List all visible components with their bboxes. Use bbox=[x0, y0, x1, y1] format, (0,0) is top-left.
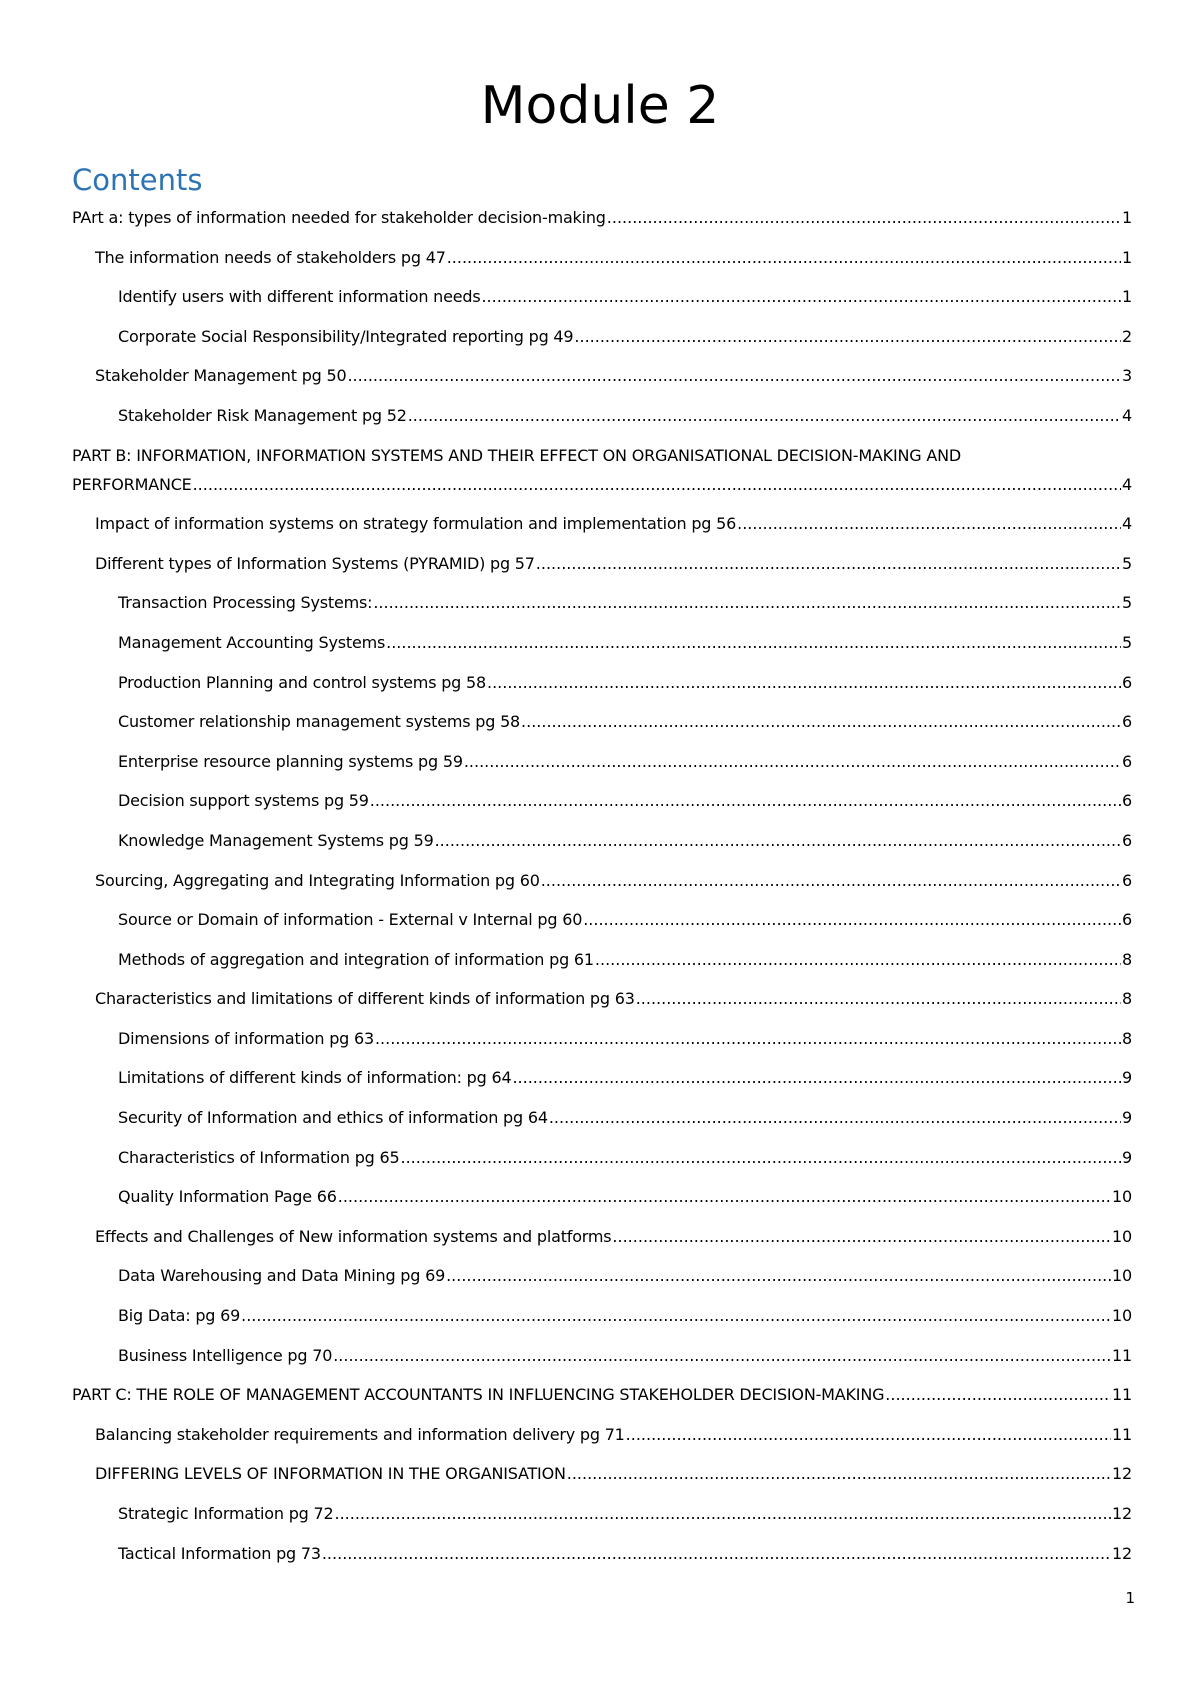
dot-leader bbox=[435, 826, 1121, 855]
dot-leader bbox=[386, 628, 1121, 657]
toc-entry-label: Characteristics and limitations of different kinds of information pg 63 bbox=[95, 989, 635, 1009]
dot-leader bbox=[370, 786, 1121, 815]
toc-entry-page-number: 3 bbox=[1122, 366, 1132, 386]
toc-entry[interactable] bbox=[72, 1459, 1132, 1488]
toc-entry[interactable] bbox=[72, 203, 1132, 232]
toc-entry-page-number: 10 bbox=[1112, 1187, 1132, 1207]
toc-entry[interactable] bbox=[72, 984, 1132, 1013]
dot-leader bbox=[241, 1301, 1111, 1330]
toc-entry[interactable] bbox=[72, 1182, 1132, 1211]
toc-entry[interactable] bbox=[72, 243, 1132, 272]
dot-leader bbox=[574, 322, 1121, 351]
toc-entry-label: Balancing stakeholder requirements and information delivery pg 71 bbox=[95, 1424, 625, 1444]
toc-entry[interactable] bbox=[72, 441, 1132, 499]
toc-entry-label: Production Planning and control systems pg 58 bbox=[118, 672, 486, 692]
toc-entry-label: Limitations of different kinds of information: pg 64 bbox=[118, 1068, 512, 1088]
dot-leader bbox=[607, 203, 1121, 232]
toc-entry[interactable] bbox=[72, 588, 1132, 617]
dot-leader bbox=[487, 668, 1121, 697]
contents-heading: Contents bbox=[72, 163, 203, 197]
toc-entry[interactable] bbox=[72, 945, 1132, 974]
toc-entry-page-number: 9 bbox=[1122, 1108, 1132, 1128]
toc-entry[interactable] bbox=[72, 866, 1132, 895]
toc-entry-label: Source or Domain of information - External v Internal pg 60 bbox=[118, 910, 583, 930]
dot-leader bbox=[567, 1459, 1111, 1488]
dot-leader bbox=[446, 1261, 1111, 1290]
toc-entry-label: Impact of information systems on strategy formulation and implementation pg 56 bbox=[95, 514, 737, 534]
toc-entry-label: Knowledge Management Systems pg 59 bbox=[118, 830, 434, 850]
toc-entry-page-number: 4 bbox=[1122, 514, 1132, 534]
dot-leader bbox=[334, 1499, 1111, 1528]
toc-entry-page-number: 11 bbox=[1112, 1424, 1132, 1444]
toc-entry[interactable] bbox=[72, 509, 1132, 538]
toc-entry-label: Big Data: pg 69 bbox=[118, 1306, 241, 1326]
toc-entry[interactable] bbox=[72, 668, 1132, 697]
dot-leader bbox=[737, 509, 1121, 538]
page-title: Module 2 bbox=[480, 76, 720, 136]
toc-entry-page-number: 10 bbox=[1112, 1226, 1132, 1246]
dot-leader bbox=[549, 1103, 1121, 1132]
toc-entry[interactable] bbox=[72, 826, 1132, 855]
toc-entry-page-number: 2 bbox=[1122, 326, 1132, 346]
dot-leader bbox=[583, 905, 1121, 934]
toc-entry-label: Decision support systems pg 59 bbox=[118, 791, 369, 811]
toc-entry[interactable] bbox=[72, 628, 1132, 657]
toc-entry-page-number: 6 bbox=[1122, 870, 1132, 890]
toc-entry-page-number: 9 bbox=[1122, 1068, 1132, 1088]
toc-entry[interactable] bbox=[72, 1063, 1132, 1092]
toc-entry[interactable] bbox=[72, 361, 1132, 390]
dot-leader bbox=[521, 707, 1121, 736]
toc-entry[interactable] bbox=[72, 282, 1132, 311]
toc-entry-page-number: 10 bbox=[1112, 1306, 1132, 1326]
toc-entry-label: DIFFERING LEVELS OF INFORMATION IN THE ORGANISATION bbox=[95, 1464, 566, 1484]
toc-entry[interactable] bbox=[72, 1380, 1132, 1409]
toc-entry[interactable] bbox=[72, 747, 1132, 776]
toc-entry-label: Methods of aggregation and integration of information pg 61 bbox=[118, 949, 594, 969]
toc-entry-label: Enterprise resource planning systems pg 59 bbox=[118, 751, 463, 771]
toc-entry-page-number: 11 bbox=[1112, 1385, 1132, 1405]
dot-leader bbox=[447, 243, 1121, 272]
toc-entry-label: Transaction Processing Systems: bbox=[118, 593, 373, 613]
dot-leader bbox=[464, 747, 1121, 776]
toc-entry-page-number: 4 bbox=[1122, 405, 1132, 425]
toc-entry[interactable] bbox=[72, 786, 1132, 815]
dot-leader bbox=[333, 1341, 1111, 1370]
toc-entry-label: Characteristics of Information pg 65 bbox=[118, 1147, 400, 1167]
toc-entry-page-number: 6 bbox=[1122, 830, 1132, 850]
dot-leader bbox=[193, 470, 1121, 499]
toc-entry-page-number: 12 bbox=[1112, 1504, 1132, 1523]
toc-entry-page-number: 6 bbox=[1122, 712, 1132, 732]
toc-entry-page-number: 8 bbox=[1122, 989, 1132, 1009]
dot-leader bbox=[322, 1539, 1111, 1568]
dot-leader bbox=[626, 1420, 1111, 1449]
toc-entry-page-number: 8 bbox=[1122, 1028, 1132, 1048]
toc-entry[interactable] bbox=[72, 401, 1132, 430]
dot-leader bbox=[595, 945, 1121, 974]
toc-entry-page-number: 12 bbox=[1112, 1464, 1132, 1484]
toc-entry-label: The information needs of stakeholders pg 47 bbox=[95, 247, 446, 267]
toc-entry[interactable] bbox=[72, 549, 1132, 578]
toc-entry[interactable] bbox=[72, 1024, 1132, 1053]
toc-entry-page-number: 11 bbox=[1112, 1345, 1132, 1365]
toc-entry-page-number: 12 bbox=[1112, 1543, 1132, 1563]
dot-leader bbox=[612, 1222, 1111, 1251]
toc-entry-label: Business Intelligence pg 70 bbox=[118, 1345, 333, 1365]
dot-leader bbox=[373, 588, 1121, 617]
toc-entry-label: Corporate Social Responsibility/Integrated reporting pg 49 bbox=[118, 326, 574, 346]
toc-entry[interactable] bbox=[72, 1103, 1132, 1132]
toc-entry-page-number: 6 bbox=[1122, 791, 1132, 811]
toc-entry-page-number: 10 bbox=[1112, 1266, 1132, 1286]
dot-leader bbox=[347, 361, 1121, 390]
toc-entry-page-number: 1 bbox=[1122, 208, 1132, 227]
toc-entry[interactable] bbox=[72, 1143, 1132, 1172]
toc-entry[interactable] bbox=[72, 1222, 1132, 1251]
toc-entry[interactable] bbox=[72, 1341, 1132, 1370]
dot-leader bbox=[481, 282, 1121, 311]
toc-entry[interactable] bbox=[72, 322, 1132, 351]
toc-entry-label: Dimensions of information pg 63 bbox=[118, 1028, 374, 1048]
toc-entry-page-number: 8 bbox=[1122, 949, 1132, 969]
toc-entry[interactable] bbox=[72, 1261, 1132, 1290]
toc-entry-label: PERFORMANCE bbox=[72, 474, 192, 494]
dot-leader bbox=[512, 1063, 1121, 1092]
table-of-contents bbox=[72, 203, 1132, 1578]
toc-entry-label: Stakeholder Risk Management pg 52 bbox=[118, 405, 407, 425]
toc-entry-label: Customer relationship management systems pg 58 bbox=[118, 712, 521, 732]
toc-entry-page-number: 6 bbox=[1122, 751, 1132, 771]
toc-entry-label: Security of Information and ethics of information pg 64 bbox=[118, 1108, 548, 1128]
toc-entry-label: Tactical Information pg 73 bbox=[118, 1543, 321, 1563]
toc-entry-label: Quality Information Page 66 bbox=[118, 1187, 337, 1207]
toc-entry[interactable] bbox=[72, 1420, 1132, 1449]
toc-entry-label: Effects and Challenges of New information systems and platforms bbox=[95, 1226, 612, 1246]
toc-entry-label: Strategic Information pg 72 bbox=[118, 1504, 334, 1523]
toc-entry-page-number: 6 bbox=[1122, 672, 1132, 692]
dot-leader bbox=[400, 1143, 1121, 1172]
dot-leader bbox=[636, 984, 1121, 1013]
toc-entry[interactable] bbox=[72, 1301, 1132, 1330]
toc-entry-page-number: 5 bbox=[1122, 632, 1132, 652]
toc-entry-label: Data Warehousing and Data Mining pg 69 bbox=[118, 1266, 446, 1286]
toc-entry-page-number: 1 bbox=[1122, 247, 1132, 267]
dot-leader bbox=[885, 1380, 1111, 1409]
dot-leader bbox=[375, 1024, 1121, 1053]
toc-entry-label: PArt a: types of information needed for stakeholder decision-making bbox=[72, 208, 606, 227]
toc-entry-page-number: 9 bbox=[1122, 1147, 1132, 1167]
toc-entry-label: Different types of Information Systems (PYRAMID) pg 57 bbox=[95, 553, 535, 573]
toc-entry-label: Sourcing, Aggregating and Integrating Information pg 60 bbox=[95, 870, 540, 890]
toc-entry-page-number: 5 bbox=[1122, 593, 1132, 613]
toc-entry-page-number: 4 bbox=[1122, 474, 1132, 494]
toc-entry[interactable] bbox=[72, 1539, 1132, 1568]
toc-entry-page-number: 5 bbox=[1122, 553, 1132, 573]
toc-entry[interactable] bbox=[72, 707, 1132, 736]
toc-entry-page-number: 1 bbox=[1122, 287, 1132, 307]
footer-page-number: 1 bbox=[1125, 1589, 1135, 1607]
toc-entry[interactable] bbox=[72, 905, 1132, 934]
dot-leader bbox=[536, 549, 1121, 578]
toc-entry[interactable] bbox=[72, 1499, 1132, 1528]
toc-entry-label: Management Accounting Systems bbox=[118, 632, 386, 652]
dot-leader bbox=[338, 1182, 1111, 1211]
dot-leader bbox=[408, 401, 1121, 430]
toc-entry-label: PART C: THE ROLE OF MANAGEMENT ACCOUNTANTS IN INFLUENCING STAKEHOLDER DECISION-MAKING bbox=[72, 1385, 885, 1405]
toc-entry-page-number: 6 bbox=[1122, 910, 1132, 930]
dot-leader bbox=[541, 866, 1121, 895]
toc-entry-label: Identify users with different information needs bbox=[118, 287, 481, 307]
toc-entry-label: Stakeholder Management pg 50 bbox=[95, 366, 347, 386]
toc-entry-label-line1: PART B: INFORMATION, INFORMATION SYSTEMS AND THEIR EFFECT ON ORGANISATIONAL DECISION-MAKING AND bbox=[72, 445, 961, 465]
